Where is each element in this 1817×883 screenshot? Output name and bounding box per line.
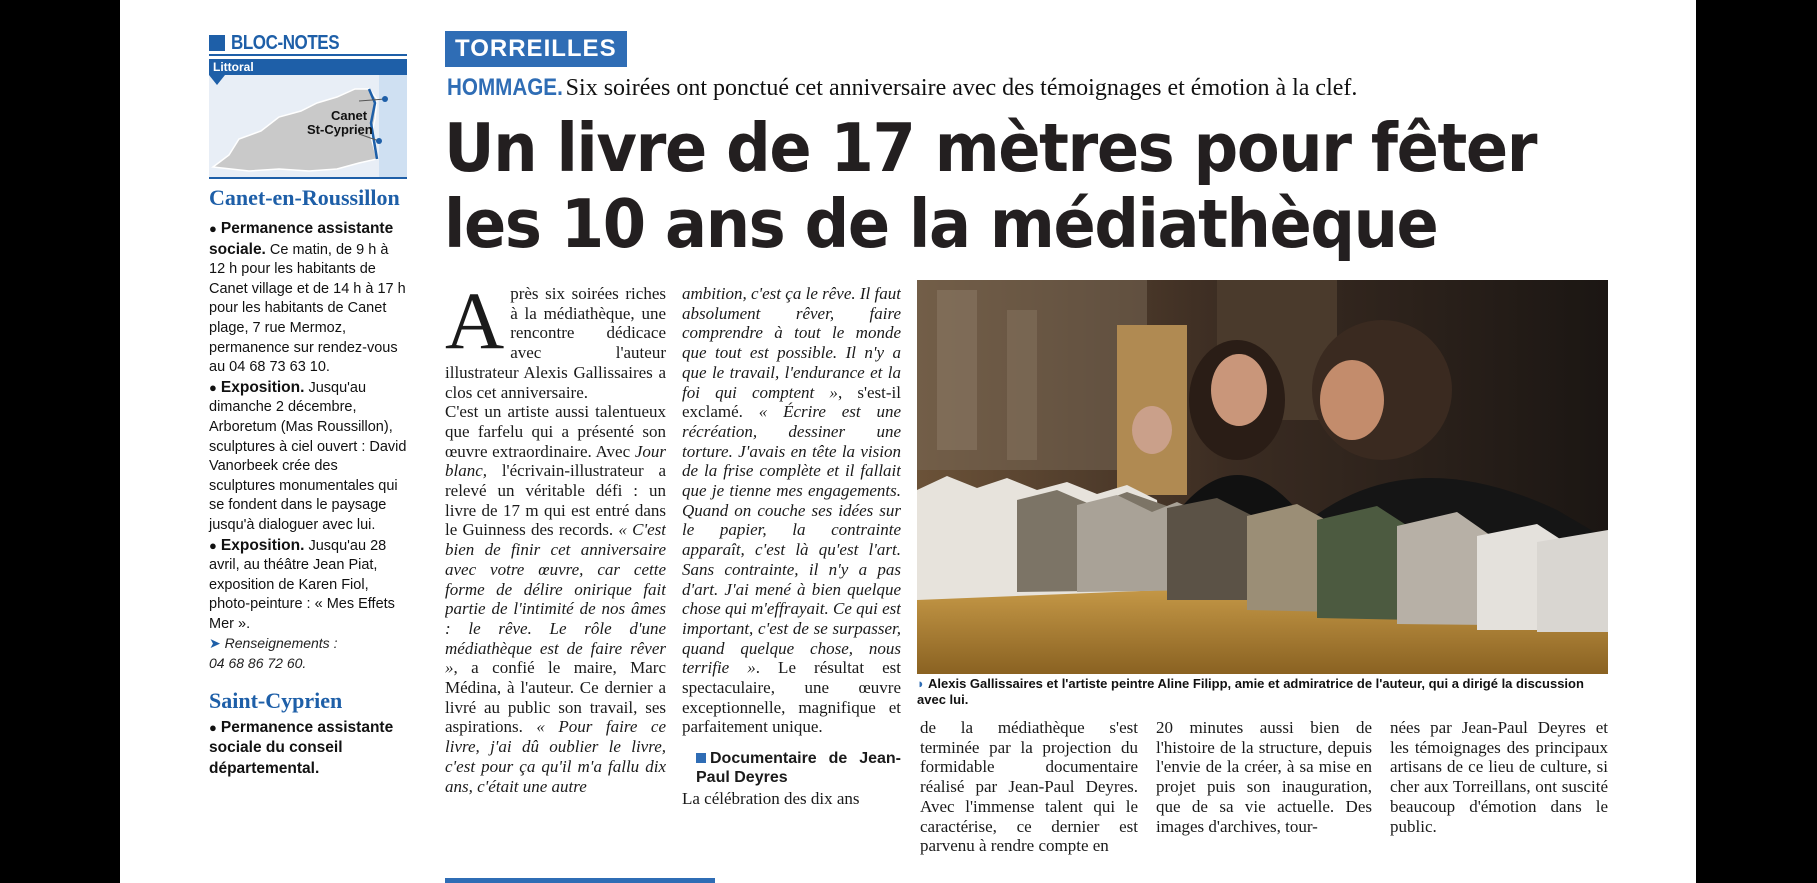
article-column-4: 20 minutes aussi bien de l'histoire de la structure, depuis l'envie de la créer, à sa mise en projet puis son inauguration, que de sa vie actuelle. Des images d'archives, tour- xyxy=(1156,718,1372,836)
note-item: ● Exposition. Jusqu'au dimanche 2 décembre, Arboretum (Mas Roussillon), sculptures à ciel ouvert : David Vanorbeek crée des sculptures monumentales qui se fondent dans le paysage jusqu'à dialoguer avec lui. xyxy=(209,378,407,533)
arrow-right-icon: ➤ xyxy=(209,635,221,652)
note-text: Ce matin, de 9 h à 12 h pour les habitants de Canet village et de 14 h à 17 h pour les habitants de Canet plage, 7 rue Mermoz, permanence sur rendez-vous au 04 68 73 63 10. xyxy=(209,241,406,376)
article-photo xyxy=(917,280,1608,674)
paragraph: La célébration des dix ans xyxy=(682,789,860,809)
info-line xyxy=(209,634,407,673)
article-column-3: de la médiathèque s'est terminée par la projection du formidable documentaire réalisé par Jean-Paul Deyres. Avec l'immense talent qui le caractérise, ce dernier est parvenu à rendre compte en xyxy=(920,718,1138,856)
notes-list xyxy=(209,219,407,674)
note-item: ● Exposition. Jusqu'au 28 avril, au théâtre Jean Piat, exposition de Karen Fiol, photo-peinture : « Mes Effets Mer ». xyxy=(209,536,395,632)
note-item: ● Permanence assistante sociale du conseil départemental. xyxy=(209,718,394,777)
paragraph: C'est un artiste aussi talentueux que farfelu qui a présenté son œuvre extraordinaire. Avec Jour blanc, l'écrivain-illustrateur a relevé un véritable défi : un livre de 17 m qui est entré dans le Guinness des records. « C'est bien de finir cet anniversaire avec votre œuvre, car cette forme de délire onirique fait partie de l'intimité de nos âmes : le rêve. Le rôle d'une médiathèque est de faire rêver », a confié le maire, Marc Médina, à l'auteur. Ce dernier a livré au public son travail, ses aspirations. « Pour faire ce livre, j'ai dû oublier le livre, c'est pour ça qu'il m'a fallu dix ans, c'était une autre xyxy=(445,402,666,796)
headline xyxy=(444,110,1560,262)
note-label: Exposition. xyxy=(220,378,305,396)
drop-cap: A xyxy=(445,284,505,366)
subhead xyxy=(447,74,1357,102)
map-town-canet: Canet xyxy=(331,108,368,123)
headline-line-2: les 10 ans de la médiathèque xyxy=(444,185,1438,263)
triangle-icon: ◗ xyxy=(917,676,925,691)
note-label: Exposition. xyxy=(220,536,305,554)
newspaper-page xyxy=(120,0,1696,883)
section-title-canet: Canet-en-Roussillon xyxy=(209,185,400,210)
info-phone: 04 68 86 72 60. xyxy=(209,655,307,672)
paragraph: Après six soirées riches à la médiathèque, une rencontre dédicace avec l'auteur illustrateur Alexis Gallissaires a clos cet anniversaire. xyxy=(445,284,666,402)
map-band xyxy=(209,59,407,75)
photo-image xyxy=(917,280,1608,674)
article-column-1 xyxy=(445,284,666,856)
subhead-text: Six soirées ont ponctué cet anniversaire avec des témoignages et émotion à la clef. xyxy=(565,75,1358,101)
headline-line-1: Un livre de 17 mètres pour fêter xyxy=(444,109,1537,187)
bottom-rule xyxy=(445,878,715,883)
note-text: Jusqu'au 28 avril, au théâtre Jean Piat, exposition de Karen Fiol, photo-peinture : « Mes Effets Mer ». xyxy=(209,537,395,632)
square-icon xyxy=(696,753,706,763)
article-column-5: nées par Jean-Paul Deyres et les témoignages des principaux artisans de ce lieu de culture, si cher aux Torreillans, ont suscité beaucoup d'émotion dans le public. xyxy=(1390,718,1608,836)
paragraph: ambition, c'est ça le rêve. Il faut absolument rêver, faire comprendre à tout le monde que tout est possible. Il n'y a que le travail, l'endurance et la foi qui comptent », s'est-il exclamé. « Écrire est une récréation, dessiner une torture. J'avais en tête la vision de la frise complète et il fallait que je tienne mes engagements. Quand on couche ses idées sur le papier, la contrainte apparaît, c'est là qu'est l'art. Sans contrainte, il n'y a pas d'art. J'ai mené à bien quelque chose qui m'effrayait. Ce qui est important, c'est de se surpasser, quand quelque chose, nous terrifie ». Le résultat est spectaculaire, une œuvre exceptionnelle, magnifique et parfaitement unique. xyxy=(682,284,901,737)
photo-caption: ◗ Alexis Gallissaires et l'artiste peintre Aline Filipp, amie et admiratrice de l'auteur, qui a dirigé la discussion avec lui. xyxy=(917,676,1584,707)
region-map xyxy=(209,59,407,179)
info-label: Renseignements : xyxy=(224,635,338,652)
bloc-notes-title: BLOC-NOTES xyxy=(231,31,340,54)
notes-list-2 xyxy=(209,718,407,780)
subhead-label: HOMMAGE. xyxy=(447,74,563,101)
bloc-notes-sidebar xyxy=(209,32,407,779)
note-label: Permanence assistante sociale. xyxy=(209,220,394,258)
square-icon xyxy=(209,35,225,51)
map-region-label: Littoral xyxy=(213,60,254,74)
note-item: ● Permanence assistante sociale. Ce matin, de 9 h à 12 h pour les habitants de Canet village et de 14 h à 17 h pour les habitants de Canet plage, 7 rue Mermoz, permanence sur rendez-vous au 04 68 73 63 10. xyxy=(209,220,406,376)
section-title-saint-cyprien: Saint-Cyprien xyxy=(209,687,343,713)
note-text: Jusqu'au dimanche 2 décembre, Arboretum (Mas Roussillon), sculptures à ciel ouvert : David Vanorbeek crée des sculptures monumentales qui se fondent dans le paysage jusqu'à dialoguer avec lui. xyxy=(209,379,407,533)
article-column-2 xyxy=(682,284,901,856)
bloc-notes-header xyxy=(209,32,407,56)
map-town-st-cyprien: St-Cyprien xyxy=(307,122,373,137)
section-subtitle: Documentaire de Jean-Paul Deyres xyxy=(696,750,901,787)
map-icon xyxy=(209,59,407,177)
kicker-badge: TORREILLES xyxy=(445,31,627,67)
note-label: Permanence assistante sociale du conseil départemental. xyxy=(209,718,394,777)
